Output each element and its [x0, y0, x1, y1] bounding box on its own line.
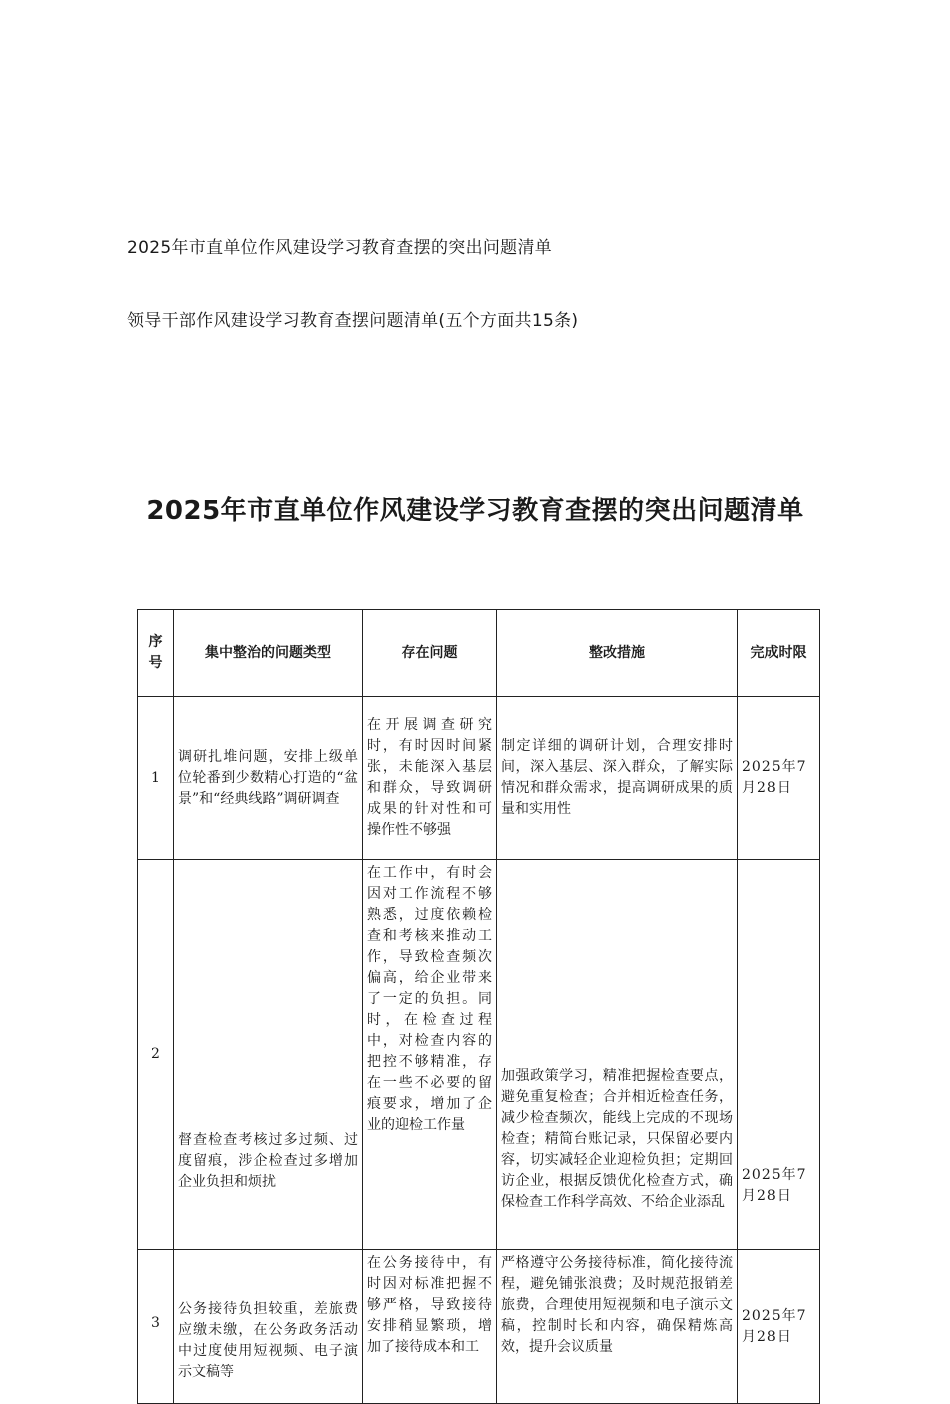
- row-measures: 严格遵守公务接待标准，简化接待流程，避免铺张浪费；及时规范报销差旅费，合理使用短视频和电子演示文稿，控制时长和内容，确保精炼高效，提升会议质量: [497, 1250, 738, 1404]
- row-measures: 制定详细的调研计划，合理安排时间，深入基层、深入群众，了解实际情况和群众需求，提高调研成果的质量和实用性: [497, 697, 738, 860]
- table-row: [138, 697, 820, 860]
- header-measures: 整改措施: [497, 610, 738, 697]
- row-deadline: 2025年7月28日: [738, 1250, 820, 1404]
- row-seq: 2: [138, 860, 174, 1250]
- row-seq: 3: [138, 1250, 174, 1404]
- header-deadline: 完成时限: [738, 610, 820, 697]
- row-problem-type: 公务接待负担较重，差旅费应缴未缴，在公务政务活动中过度使用短视频、电子演示文稿等: [174, 1250, 363, 1404]
- table-row: [138, 1250, 820, 1404]
- row-deadline: 2025年7月28日: [738, 860, 820, 1250]
- header-problem-type: 集中整治的问题类型: [174, 610, 363, 697]
- row-existing-problem: 在开展调查研究时，有时因时间紧张，未能深入基层和群众，导致调研成果的针对性和可操作性不够强: [363, 697, 497, 860]
- row-seq: 1: [138, 697, 174, 860]
- document-title: 2025年市直单位作风建设学习教育查摆的突出问题清单: [146, 496, 804, 526]
- row-deadline: 2025年7月28日: [738, 697, 820, 860]
- header-existing-problem: 存在问题: [363, 610, 497, 697]
- header-seq: 序号: [138, 610, 174, 697]
- row-existing-problem: 在工作中，有时会因对工作流程不够熟悉，过度依赖检查和考核来推动工作，导致检查频次偏高，给企业带来了一定的负担。同时，在检查过程中，对检查内容的把控不够精准，存在一些不必要的留痕要求，增加了企业的迎检工作量: [363, 860, 497, 1250]
- row-measures: 加强政策学习，精准把握检查要点，避免重复检查；合并相近检查任务，减少检查频次，能线上完成的不现场检查；精简台账记录，只保留必要内容，切实减轻企业迎检负担；定期回访企业，根据反馈优化检查方式，确保检查工作科学高效、不给企业添乱: [497, 860, 738, 1250]
- intro-line-2: 领导干部作风建设学习教育查摆问题清单(五个方面共15条): [127, 311, 579, 331]
- issues-table: [137, 609, 820, 1404]
- row-problem-type: 调研扎堆问题，安排上级单位轮番到少数精心打造的“盆景”和“经典线路”调研调查: [174, 697, 363, 860]
- table-row: [138, 860, 820, 1250]
- row-problem-type: 督查检查考核过多过频、过度留痕，涉企检查过多增加企业负担和烦扰: [174, 860, 363, 1250]
- intro-line-1: 2025年市直单位作风建设学习教育查摆的突出问题清单: [127, 238, 553, 258]
- row-existing-problem: 在公务接待中，有时因对标准把握不够严格，导致接待安排稍显繁琐，增加了接待成本和工: [363, 1250, 497, 1404]
- table-header-row: [138, 610, 820, 697]
